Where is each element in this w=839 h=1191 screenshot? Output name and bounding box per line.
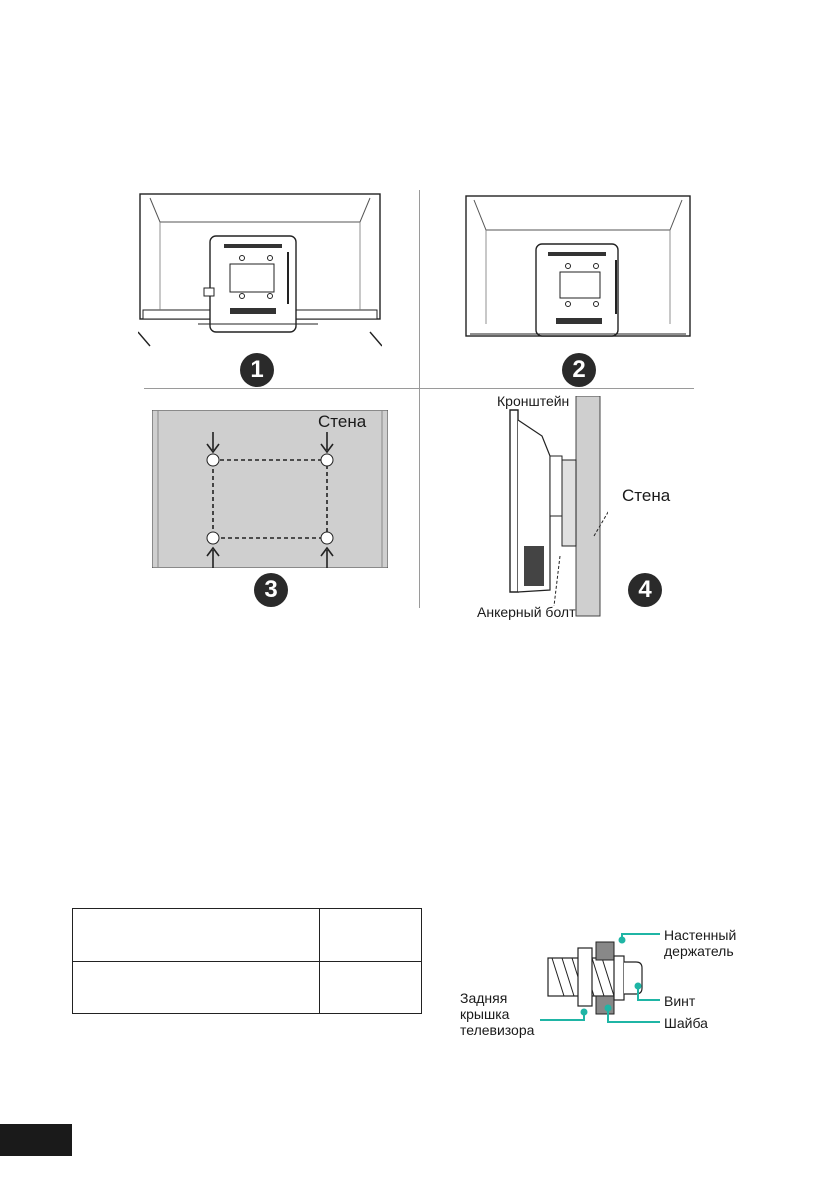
- screw-assembly-diagram: [540, 928, 670, 1028]
- table-cell: [320, 961, 422, 1014]
- tv-back-view-with-stand: [138, 192, 382, 352]
- wall-drill-pattern: [152, 410, 388, 568]
- table-cell: [73, 909, 320, 962]
- back-cover-label: Задняя крышка телевизора: [460, 990, 535, 1038]
- step-badge-1: 1: [240, 353, 274, 387]
- panel3-wall-label: Стена: [318, 412, 367, 431]
- wall-holder-label: Настенный держатель: [664, 927, 737, 959]
- washer-label: Шайба: [664, 1015, 708, 1031]
- spec-table: [72, 908, 422, 1014]
- panel4-wall-label: Стена: [622, 486, 671, 505]
- table-cell: [320, 909, 422, 962]
- table-row: [73, 909, 422, 962]
- step-badge-3: 3: [254, 573, 288, 607]
- tv-side-view-on-wall: [498, 396, 608, 618]
- table-row: [73, 961, 422, 1014]
- panel4-bracket-label: Кронштейн: [497, 393, 570, 409]
- page-edge-tab: [0, 1124, 72, 1156]
- tv-back-view-without-stand: [464, 194, 692, 342]
- step-badge-2: 2: [562, 353, 596, 387]
- step-badge-4: 4: [628, 573, 662, 607]
- grid-divider-horizontal: [144, 388, 694, 389]
- table-cell: [73, 961, 320, 1014]
- grid-divider-vertical: [419, 190, 420, 608]
- screw-label: Винт: [664, 993, 696, 1009]
- panel4-anchor-bolt-label: Анкерный болт: [477, 604, 576, 620]
